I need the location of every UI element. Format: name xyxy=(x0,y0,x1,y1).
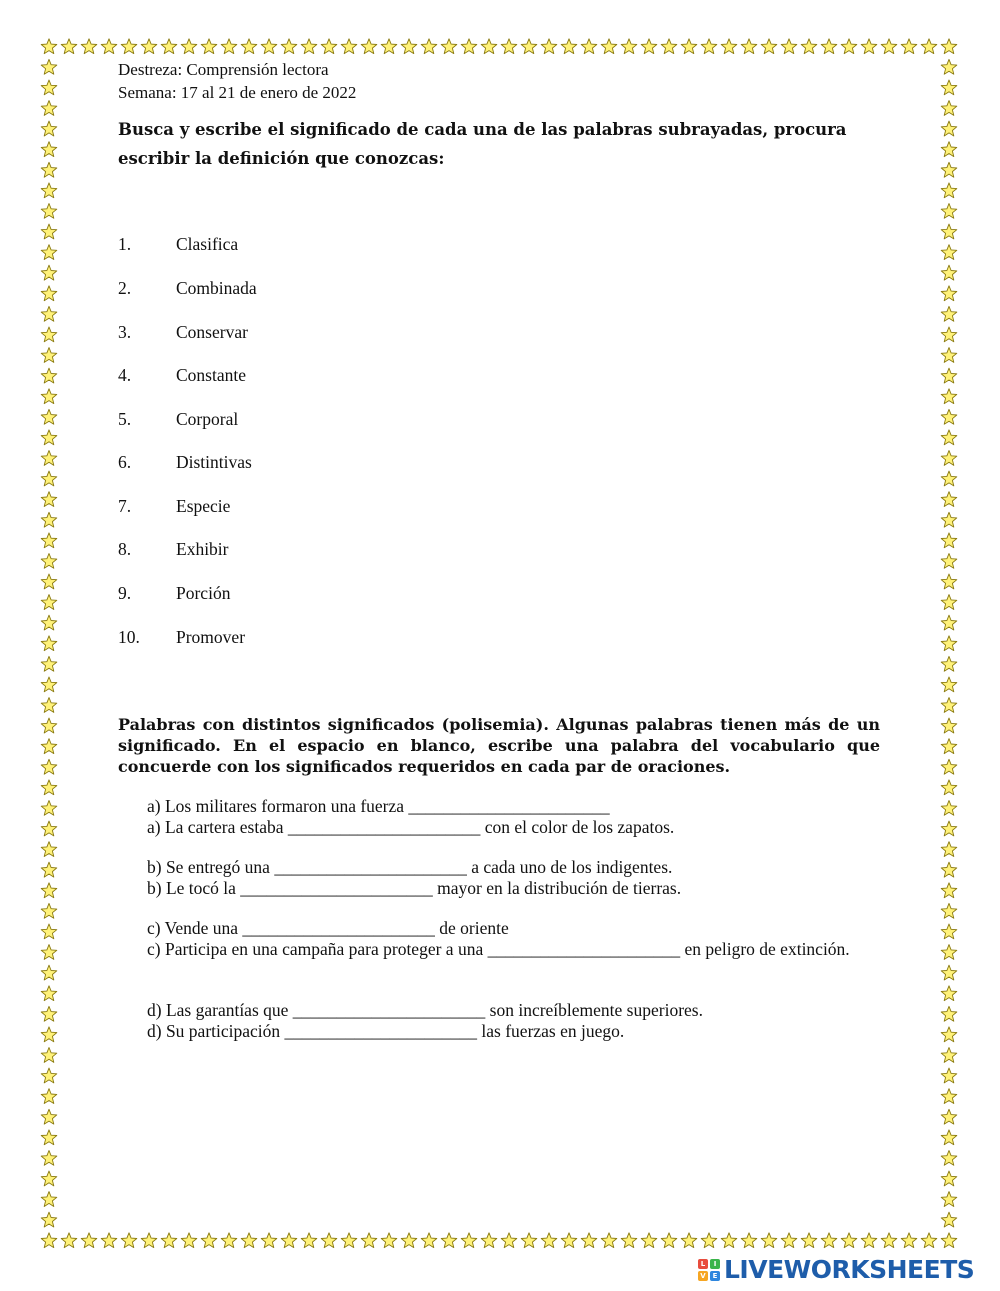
star-icon xyxy=(941,965,957,980)
star-icon xyxy=(701,39,717,54)
star-icon xyxy=(121,1233,137,1248)
star-icon xyxy=(521,39,537,54)
star-icon xyxy=(941,739,957,754)
star-icon xyxy=(941,677,957,692)
star-icon xyxy=(41,101,57,116)
star-icon xyxy=(941,945,957,960)
star-icon xyxy=(701,1233,717,1248)
star-icon xyxy=(41,265,57,280)
star-icon xyxy=(41,780,57,795)
exercise-sentence: a) La cartera estaba ______________________ con el color de los zapatos. xyxy=(147,817,675,837)
item-number: 6. xyxy=(118,452,132,472)
star-icon xyxy=(841,1233,857,1248)
star-icon xyxy=(621,39,637,54)
star-icon xyxy=(141,39,157,54)
star-icon xyxy=(41,574,57,589)
star-icon xyxy=(761,1233,777,1248)
star-icon xyxy=(941,595,957,610)
vocabulary-word: Clasifica xyxy=(176,234,239,254)
star-icon xyxy=(41,698,57,713)
star-icon xyxy=(41,286,57,301)
logo-square-v: V xyxy=(698,1271,708,1281)
star-icon xyxy=(81,1233,97,1248)
star-icon xyxy=(941,780,957,795)
star-icon xyxy=(321,1233,337,1248)
star-icon xyxy=(41,183,57,198)
star-icon xyxy=(741,1233,757,1248)
star-icon xyxy=(941,1048,957,1063)
star-icon xyxy=(761,39,777,54)
star-icon xyxy=(641,1233,657,1248)
vocabulary-word: Corporal xyxy=(176,409,239,429)
star-icon xyxy=(41,327,57,342)
item-number: 5. xyxy=(118,409,132,429)
star-icon xyxy=(881,1233,897,1248)
liveworksheets-logo xyxy=(698,1257,998,1287)
star-icon xyxy=(941,1233,957,1248)
star-icon xyxy=(941,801,957,816)
star-icon xyxy=(941,1068,957,1083)
star-icon xyxy=(41,451,57,466)
star-icon xyxy=(41,1192,57,1207)
star-icon xyxy=(421,1233,437,1248)
star-icon xyxy=(381,1233,397,1248)
star-icon xyxy=(41,965,57,980)
star-icon xyxy=(941,183,957,198)
star-icon xyxy=(261,1233,277,1248)
exercise-sentence: a) Los militares formaron una fuerza _______________________ xyxy=(147,796,610,816)
star-icon xyxy=(41,801,57,816)
star-icon xyxy=(41,883,57,898)
star-icon xyxy=(861,39,877,54)
star-icon xyxy=(581,1233,597,1248)
star-icon xyxy=(41,409,57,424)
star-icon xyxy=(601,1233,617,1248)
star-icon xyxy=(941,842,957,857)
star-icon xyxy=(941,327,957,342)
star-icon xyxy=(221,39,237,54)
star-icon xyxy=(941,409,957,424)
exercise-sentence: d) Las garantías que ______________________ son increíblemente superiores. xyxy=(147,1000,703,1020)
star-icon xyxy=(41,204,57,219)
star-icon xyxy=(61,39,77,54)
star-icon xyxy=(941,1109,957,1124)
star-icon xyxy=(741,39,757,54)
vocabulary-word: Especie xyxy=(176,496,231,516)
star-icon xyxy=(941,574,957,589)
star-icon xyxy=(781,1233,797,1248)
star-icon xyxy=(41,59,57,74)
logo-square-i: I xyxy=(710,1259,720,1269)
star-icon xyxy=(301,39,317,54)
star-icon xyxy=(941,348,957,363)
vocabulary-word: Promover xyxy=(176,627,246,647)
star-icon xyxy=(941,1006,957,1021)
star-icon xyxy=(41,759,57,774)
star-icon xyxy=(41,945,57,960)
star-icon xyxy=(901,1233,917,1248)
star-icon xyxy=(261,39,277,54)
star-icon xyxy=(581,39,597,54)
star-icon xyxy=(101,39,117,54)
star-icon xyxy=(501,1233,517,1248)
star-icon xyxy=(41,903,57,918)
star-icon xyxy=(941,821,957,836)
star-icon xyxy=(941,986,957,1001)
star-icon xyxy=(41,986,57,1001)
item-number: 8. xyxy=(118,539,132,559)
star-icon xyxy=(221,1233,237,1248)
star-icon xyxy=(941,698,957,713)
star-icon xyxy=(41,656,57,671)
star-icon xyxy=(941,162,957,177)
star-icon xyxy=(681,39,697,54)
item-number: 7. xyxy=(118,496,132,516)
star-icon xyxy=(941,492,957,507)
star-icon xyxy=(941,39,957,54)
star-icon xyxy=(41,739,57,754)
star-icon xyxy=(201,39,217,54)
star-icon xyxy=(41,512,57,527)
star-icon xyxy=(41,842,57,857)
star-icon xyxy=(901,39,917,54)
star-icon xyxy=(41,1171,57,1186)
star-icon xyxy=(941,204,957,219)
star-icon xyxy=(941,1151,957,1166)
item-number: 3. xyxy=(118,322,132,342)
star-icon xyxy=(241,39,257,54)
star-icon xyxy=(941,224,957,239)
star-icon xyxy=(461,39,477,54)
star-icon xyxy=(301,1233,317,1248)
star-icon xyxy=(781,39,797,54)
star-icon xyxy=(281,1233,297,1248)
star-icon xyxy=(41,1006,57,1021)
star-icon xyxy=(41,1089,57,1104)
star-icon xyxy=(321,39,337,54)
star-icon xyxy=(41,368,57,383)
star-icon xyxy=(241,1233,257,1248)
star-icon xyxy=(41,430,57,445)
star-icon xyxy=(101,1233,117,1248)
logo-square-l: L xyxy=(698,1259,708,1269)
star-icon xyxy=(941,718,957,733)
star-icon xyxy=(281,39,297,54)
star-icon xyxy=(41,1130,57,1145)
exercise-sentence: b) Se entregó una ______________________ a cada uno de los indigentes. xyxy=(147,857,673,877)
star-icon xyxy=(941,1130,957,1145)
vocabulary-word: Porción xyxy=(176,583,231,603)
star-icon xyxy=(41,39,57,54)
star-icon xyxy=(941,368,957,383)
star-icon xyxy=(361,1233,377,1248)
star-icon xyxy=(601,39,617,54)
star-icon xyxy=(41,245,57,260)
star-icon xyxy=(41,1151,57,1166)
star-icon xyxy=(41,348,57,363)
star-icon xyxy=(941,389,957,404)
star-icon xyxy=(481,1233,497,1248)
star-icon xyxy=(401,39,417,54)
star-icon xyxy=(541,1233,557,1248)
star-icon xyxy=(941,1027,957,1042)
instruction-text: Busca y escribe el significado de cada una de las palabras subrayadas, procura escribir la definición que conozcas: xyxy=(118,120,847,168)
star-icon xyxy=(941,101,957,116)
star-icon xyxy=(441,1233,457,1248)
star-icon xyxy=(181,1233,197,1248)
star-icon xyxy=(661,39,677,54)
star-icon xyxy=(381,39,397,54)
star-icon xyxy=(661,1233,677,1248)
star-icon xyxy=(921,1233,937,1248)
star-icon xyxy=(41,821,57,836)
star-icon xyxy=(41,677,57,692)
vocabulary-word: Constante xyxy=(176,365,246,385)
star-icon xyxy=(201,1233,217,1248)
star-icon xyxy=(941,883,957,898)
logo-square-e: E xyxy=(710,1271,720,1281)
star-icon xyxy=(121,39,137,54)
star-icon xyxy=(41,924,57,939)
star-icon xyxy=(41,162,57,177)
star-icon xyxy=(61,1233,77,1248)
star-icon xyxy=(941,554,957,569)
star-icon xyxy=(501,39,517,54)
star-icon xyxy=(941,862,957,877)
star-icon xyxy=(801,39,817,54)
star-icon xyxy=(161,39,177,54)
star-icon xyxy=(801,1233,817,1248)
exercise-sentence: b) Le tocó la ______________________ mayor en la distribución de tierras. xyxy=(147,878,682,898)
star-icon xyxy=(941,615,957,630)
star-icon xyxy=(41,636,57,651)
star-icon xyxy=(941,533,957,548)
star-icon xyxy=(681,1233,697,1248)
star-icon xyxy=(941,1171,957,1186)
star-icon xyxy=(521,1233,537,1248)
star-icon xyxy=(881,39,897,54)
item-number: 4. xyxy=(118,365,132,385)
star-icon xyxy=(821,39,837,54)
star-icon xyxy=(941,59,957,74)
star-icon xyxy=(941,1212,957,1227)
star-icon xyxy=(941,306,957,321)
star-icon xyxy=(941,1089,957,1104)
star-icon xyxy=(41,80,57,95)
skill-label: Destreza: Comprensión lectora xyxy=(118,60,329,79)
star-icon xyxy=(621,1233,637,1248)
star-icon xyxy=(941,121,957,136)
star-icon xyxy=(41,1212,57,1227)
star-icon xyxy=(41,142,57,157)
star-icon xyxy=(41,1027,57,1042)
star-icon xyxy=(541,39,557,54)
star-icon xyxy=(921,39,937,54)
star-icon xyxy=(41,471,57,486)
star-icon xyxy=(41,615,57,630)
week-label: Semana: 17 al 21 de enero de 2022 xyxy=(118,83,357,102)
star-icon xyxy=(41,224,57,239)
star-icon xyxy=(41,1233,57,1248)
star-icon xyxy=(141,1233,157,1248)
star-icon xyxy=(41,1048,57,1063)
star-icon xyxy=(41,389,57,404)
star-icon xyxy=(941,265,957,280)
star-icon xyxy=(941,245,957,260)
star-icon xyxy=(341,1233,357,1248)
star-icon xyxy=(41,306,57,321)
polysemy-instruction: Palabras con distintos significados (polisemia). Algunas palabras tienen más de un significado. En el espacio en blanco, escribe una palabra del vocabulario que concuerde con los significados requeridos en cada par de oraciones. xyxy=(118,715,880,776)
star-icon xyxy=(41,533,57,548)
vocabulary-word: Distintivas xyxy=(176,452,252,472)
star-icon xyxy=(821,1233,837,1248)
star-icon xyxy=(41,554,57,569)
star-icon xyxy=(941,924,957,939)
star-icon xyxy=(361,39,377,54)
star-icon xyxy=(941,903,957,918)
star-icon xyxy=(481,39,497,54)
star-icon xyxy=(941,80,957,95)
star-icon xyxy=(641,39,657,54)
star-icon xyxy=(721,39,737,54)
star-icon xyxy=(941,471,957,486)
item-number: 9. xyxy=(118,583,132,603)
vocabulary-word: Combinada xyxy=(176,278,257,298)
exercise-sentence: c) Participa en una campaña para proteger a una ______________________ en peligro de extinción. xyxy=(147,939,850,959)
star-icon xyxy=(41,595,57,610)
logo-text: LIVEWORKSHEETS xyxy=(724,1255,975,1284)
star-icon xyxy=(181,39,197,54)
star-icon xyxy=(41,492,57,507)
exercise-sentence: c) Vende una ______________________ de oriente xyxy=(147,918,509,938)
vocabulary-word: Exhibir xyxy=(176,539,229,559)
star-icon xyxy=(941,636,957,651)
star-icon xyxy=(861,1233,877,1248)
star-icon xyxy=(841,39,857,54)
star-icon xyxy=(421,39,437,54)
star-icon xyxy=(341,39,357,54)
star-icon xyxy=(461,1233,477,1248)
star-icon xyxy=(941,430,957,445)
star-icon xyxy=(41,1109,57,1124)
star-icon xyxy=(941,451,957,466)
vocabulary-word: Conservar xyxy=(176,322,248,342)
star-icon xyxy=(41,1068,57,1083)
logo-squares-icon xyxy=(698,1259,722,1283)
star-icon xyxy=(941,286,957,301)
star-icon xyxy=(721,1233,737,1248)
star-icon xyxy=(941,142,957,157)
star-icon xyxy=(161,1233,177,1248)
star-icon xyxy=(941,1192,957,1207)
star-icon xyxy=(81,39,97,54)
star-icon xyxy=(41,862,57,877)
exercise-sentence: d) Su participación ______________________ las fuerzas en juego. xyxy=(147,1021,625,1041)
star-icon xyxy=(941,656,957,671)
star-icon xyxy=(561,39,577,54)
star-icon xyxy=(941,512,957,527)
star-icon xyxy=(561,1233,577,1248)
star-icon xyxy=(401,1233,417,1248)
item-number: 2. xyxy=(118,278,132,298)
star-icon xyxy=(941,759,957,774)
item-number: 10. xyxy=(118,627,140,647)
star-icon xyxy=(441,39,457,54)
item-number: 1. xyxy=(118,234,132,254)
star-icon xyxy=(41,121,57,136)
star-icon xyxy=(41,718,57,733)
